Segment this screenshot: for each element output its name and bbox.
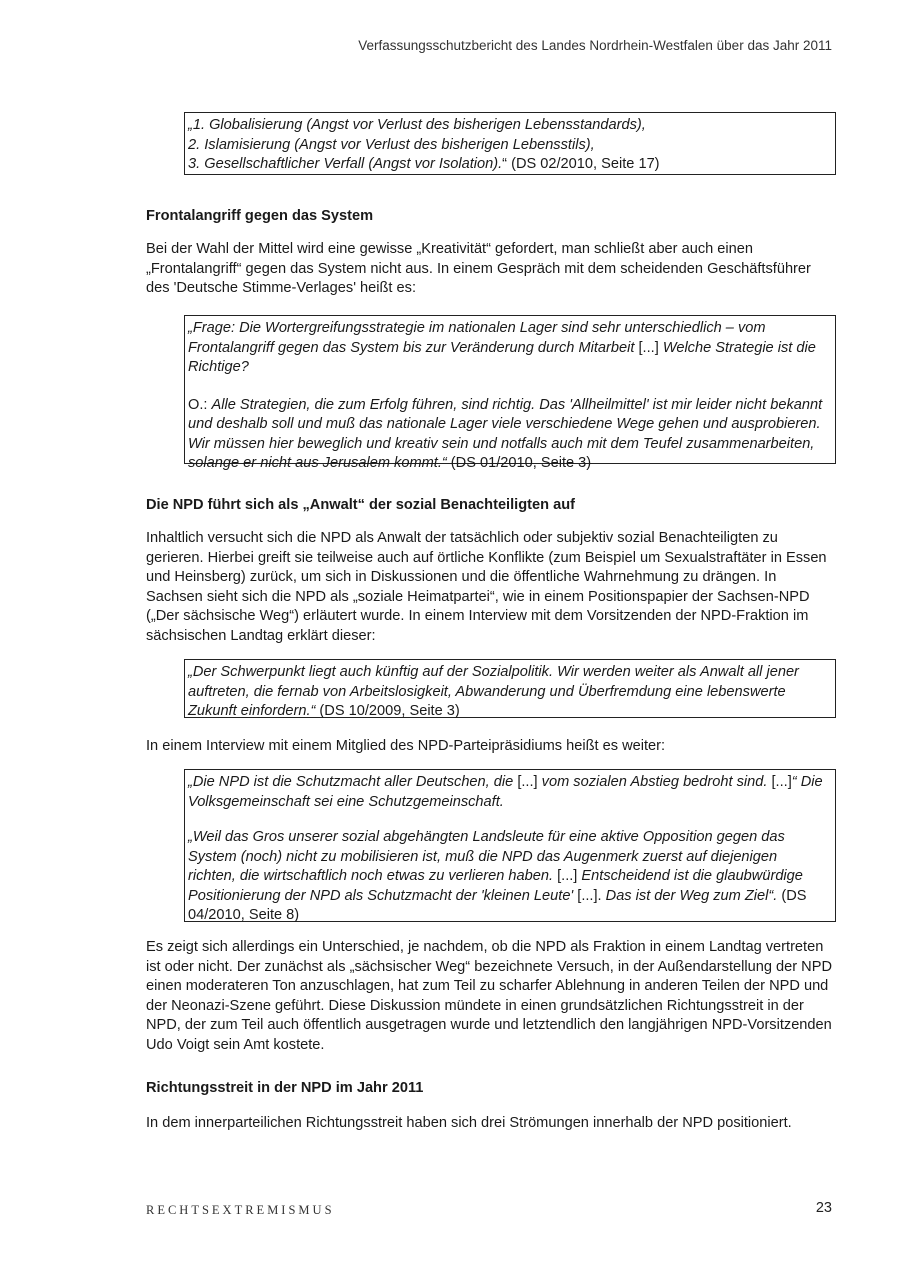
quote-text: „Der Schwerpunkt liegt auch künftig auf der Sozialpolitik. Wir werden weiter als Anwalt all jener auftreten, die fernab von Arbeitslosigkeit, Abwanderung und Überfremdung eine lebenswerte Zukunft einfordern.“: [188, 664, 799, 719]
quote-ellipsis: [...]: [634, 339, 663, 356]
quote-text: vom sozialen Abstieg bedroht sind.: [541, 774, 768, 790]
body-paragraph: Inhaltlich versucht sich die NPD als Anwalt der tatsächlich oder subjektiv sozial Benachteiligten zu gerieren. Hierbei greift sie teilweise auch auf örtliche Konflikte (zum Beispiel um Sexualstraftäter in Essen und Heinsberg) zurück, um sich in Diskussionen und die öffentliche Wahrnehmung zu drängen. In Sachsen sieht sich die NPD als „soziale Heimatpartei“, wie in einem Positionspapier der Sachsen-NPD („Der sächsische Weg“) erläutert wurde. In einem Interview mit dem Vorsitzenden der NPD-Fraktion im sächsischen Landtag erklärt dieser:: [146, 530, 827, 644]
quote-source: (DS 04/2010, Seite 8): [188, 887, 807, 923]
body-paragraph: Es zeigt sich allerdings ein Unterschied, je nachdem, ob die NPD als Fraktion in einem Landtag vertreten ist oder nicht. Der zunächst als „sächsischer Weg“ bezeichnete Versuch, in der Außendarstellung der NPD einen moderateren Ton anzuschlagen, hat zum Teil zu scharfer Ablehnung in anderen Teilen der NPD und der Neonazi-Szene geführt. Diese Diskussion mündete in einen grundsätzlichen Richtungsstreit in der NPD, der zum Teil auch öffentlich ausgetragen wurde und letztendlich den langjährigen NPD-Vorsitzenden Udo Voigt sein Amt kostete.: [146, 939, 832, 1053]
quote-text: „Frage: Die Wortergreifungsstrategie im nationalen Lager sind sehr unterschiedlich – vom Frontalangriff gegen das System bis zur Veränderung durch Mitarbeit: [188, 320, 766, 356]
quote-ellipsis: [...]: [767, 774, 792, 790]
section-heading-richtungsstreit: Richtungsstreit in der NPD im Jahr 2011: [146, 1080, 424, 1096]
quote-ellipsis: [...]: [553, 868, 582, 884]
running-header: Verfassungsschutzbericht des Landes Nordrhein-Westfalen über das Jahr 2011: [358, 38, 832, 53]
quote-source: “ (DS 02/2010, Seite 17): [502, 156, 660, 172]
quote-line: 3. Gesellschaftlicher Verfall (Angst vor Isolation).: [188, 156, 503, 172]
page-number: 23: [815, 1200, 832, 1216]
body-paragraph: Bei der Wahl der Mittel wird eine gewisse „Kreativität“ gefordert, man schließt aber auch einen „Frontalangriff“ gegen das System nicht aus. In einem Gespräch mit dem scheidenden Geschäftsführer des 'Deutsche Stimme-Verlages' heißt es:: [146, 241, 811, 296]
quote-box-2: [184, 315, 836, 471]
footer-section-label: RECHTSEXTREMISMUS: [146, 1203, 335, 1217]
quote-text: „Die NPD ist die Schutzmacht aller Deutschen, die: [188, 774, 514, 790]
answer-label: O.:: [188, 396, 212, 413]
quote-box-4: [184, 769, 836, 922]
quote-text: Welche Strategie ist die Richtige?: [188, 339, 816, 375]
quote-ellipsis: [...].: [573, 887, 606, 904]
body-paragraph: In einem Interview mit einem Mitglied des NPD-Parteipräsidiums heißt es weiter:: [146, 738, 666, 754]
quote-box-3: [184, 659, 836, 718]
quote-line: 2. Islamisierung (Angst vor Verlust des bisherigen Lebensstils),: [188, 136, 595, 153]
quote-text: „Weil das Gros unserer sozial abgehängten Landsleute für eine aktive Opposition gegen das System (noch) nicht zu mobilisieren ist, muß die NPD das Augenmerk zuerst auf diejenigen richten, die wirtschaftlich noch etwas zu verlieren haben.: [188, 829, 785, 884]
quote-box-1: [184, 112, 836, 175]
section-heading-anwalt: Die NPD führt sich als „Anwalt“ der sozial Benachteiligten auf: [146, 497, 575, 513]
body-paragraph: In dem innerparteilichen Richtungsstreit haben sich drei Strömungen innerhalb der NPD positioniert.: [146, 1115, 792, 1131]
quote-source: (DS 01/2010, Seite 3): [446, 455, 592, 471]
section-heading-frontalangriff: Frontalangriff gegen das System: [146, 208, 374, 224]
quote-text: Alle Strategien, die zum Erfolg führen, sind richtig. Das 'Allheilmittel' ist mir leider nicht bekannt und deshalb soll und muß das nationale Lager viele verschiedene Wege gehen und ausprobieren. Wir müssen hier beweglich und kreativ sein und notfalls auch mit dem Teufel zusammenarbeiten, solange er nicht aus Jerusalem kommt.“: [188, 396, 823, 471]
quote-text: Entscheidend ist die glaubwürdige Positionierung der NPD als Schutzmacht der 'kleinen Leute': [188, 868, 803, 904]
quote-text: “ Die Volksgemeinschaft sei eine Schutzgemeinschaft.: [188, 774, 823, 810]
quote-text: Das ist der Weg zum Ziel“.: [605, 887, 778, 904]
quote-ellipsis: [...]: [513, 774, 542, 790]
quote-source: (DS 10/2009, Seite 3): [315, 703, 460, 719]
quote-line: „1. Globalisierung (Angst vor Verlust des bisherigen Lebensstandards),: [188, 117, 646, 133]
